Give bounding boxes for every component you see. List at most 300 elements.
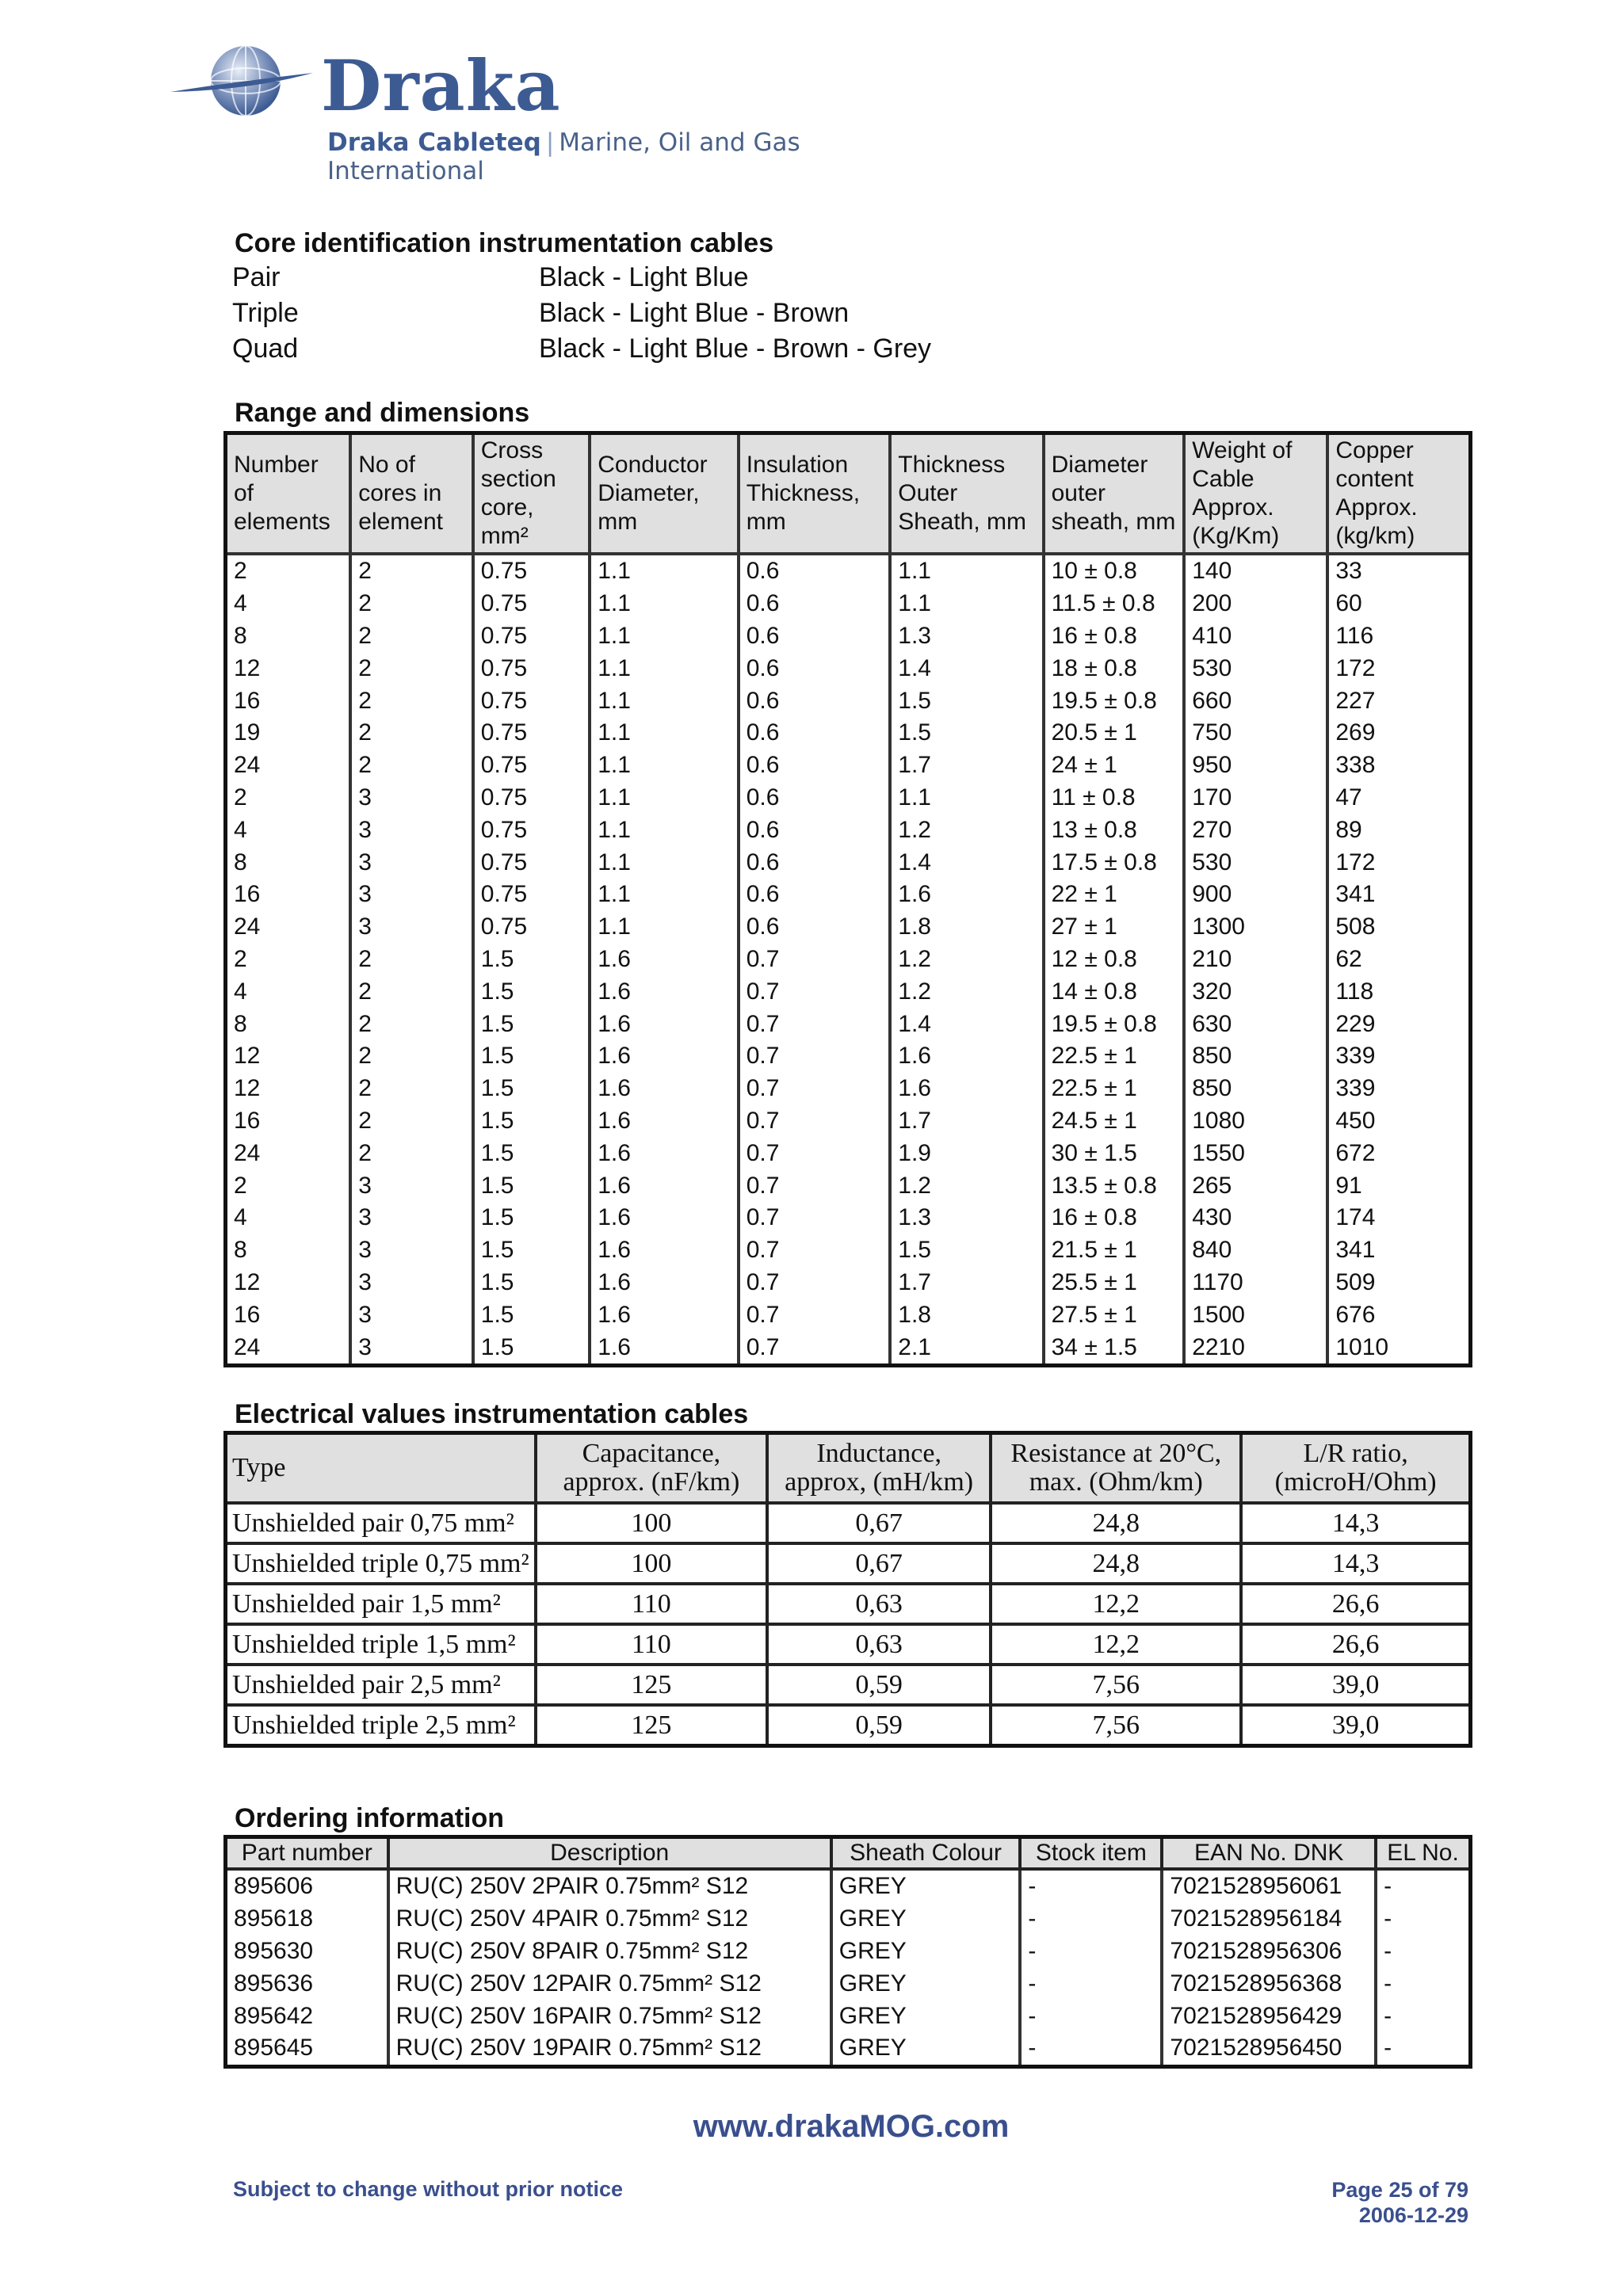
table-cell: 22.5 ± 1 — [1044, 1073, 1185, 1105]
table-cell: 0.75 — [473, 911, 590, 944]
table-cell: 3 — [350, 1234, 473, 1267]
table-cell: 410 — [1184, 620, 1327, 653]
table-cell: 116 — [1327, 620, 1470, 653]
table-cell: 0,67 — [767, 1503, 991, 1543]
table-cell: 118 — [1327, 975, 1470, 1008]
table-cell: 4 — [234, 590, 247, 617]
table-cell: 1080 — [1184, 1105, 1327, 1138]
table-cell: 1.4 — [890, 846, 1043, 879]
table-cell: 16 — [234, 881, 261, 908]
table-cell: 0.7 — [739, 1267, 891, 1299]
core-row — [232, 260, 1025, 296]
table-cell: 0.75 — [473, 588, 590, 620]
table-cell: 0.7 — [739, 1008, 891, 1040]
table-cell: 60 — [1327, 588, 1470, 620]
table-row — [226, 1903, 1471, 1936]
table-cell: - — [1020, 2032, 1162, 2066]
table-cell: 12 — [234, 1043, 261, 1070]
table-row — [226, 1299, 1471, 1331]
table-cell: 1.6 — [590, 1073, 739, 1105]
core-row — [232, 296, 1025, 331]
table-cell: 1.5 — [473, 1234, 590, 1267]
table-cell: 3 — [350, 911, 473, 944]
ordering-header-row — [226, 1837, 1471, 1870]
table-cell: 850 — [1184, 1073, 1327, 1105]
table-cell: 509 — [1327, 1267, 1470, 1299]
table-cell: 13 ± 0.8 — [1044, 814, 1185, 846]
column-header: Part number — [226, 1837, 388, 1870]
table-cell: 39,0 — [1241, 1665, 1470, 1705]
table-row — [226, 2032, 1471, 2066]
table-cell: 24 ± 1 — [1044, 749, 1185, 782]
table-cell: 125 — [536, 1705, 767, 1746]
table-cell: 2 — [350, 652, 473, 685]
table-cell: 1.6 — [590, 1234, 739, 1267]
table-cell: Unshielded triple 1,5 mm² — [226, 1624, 536, 1665]
table-cell: 19 — [234, 719, 261, 746]
column-header: Description — [388, 1837, 831, 1870]
table-cell: 0.75 — [473, 685, 590, 717]
column-header: Sheath Colour — [831, 1837, 1021, 1870]
table-cell: 16 — [234, 1107, 261, 1134]
table-cell: 0.7 — [739, 1137, 891, 1169]
table-cell: 39,0 — [1241, 1705, 1470, 1746]
table-cell: - — [1020, 1869, 1162, 1903]
table-cell: 450 — [1327, 1105, 1470, 1138]
website-link[interactable]: www.drakaMOG.com — [693, 2109, 1010, 2144]
table-cell: 22.5 ± 1 — [1044, 1040, 1185, 1073]
table-cell: 24.5 ± 1 — [1044, 1105, 1185, 1138]
table-row — [226, 652, 1471, 685]
range-header-row — [226, 433, 1471, 555]
table-cell: 1.1 — [590, 554, 739, 588]
division-name: Marine, Oil and Gas International — [327, 128, 800, 185]
column-header: Capacitance, approx. (nF/km) — [536, 1433, 767, 1504]
table-cell: 24 — [234, 752, 261, 779]
core-colour-sequence: Black - Light Blue - Brown — [539, 298, 850, 328]
table-row — [226, 1169, 1471, 1202]
table-cell: 1.6 — [590, 1105, 739, 1138]
table-cell: 0.6 — [739, 620, 891, 653]
table-cell: 2 — [234, 784, 247, 810]
table-cell: 3 — [350, 814, 473, 846]
table-cell: 0.7 — [739, 1234, 891, 1267]
table-cell: GREY — [831, 1967, 1021, 2000]
table-cell: 172 — [1327, 652, 1470, 685]
table-cell: 1.1 — [890, 782, 1043, 814]
table-cell: 1.3 — [890, 1202, 1043, 1234]
table-cell: 840 — [1184, 1234, 1327, 1267]
table-row — [226, 749, 1471, 782]
table-cell: 33 — [1327, 554, 1470, 588]
table-cell: 1.5 — [473, 1040, 590, 1073]
table-cell: 0.7 — [739, 1073, 891, 1105]
table-cell: 0,63 — [767, 1624, 991, 1665]
table-cell: 1.1 — [590, 879, 739, 911]
table-cell: 0.75 — [473, 717, 590, 749]
ordering-table — [223, 1835, 1472, 2069]
footer-page-info — [1331, 2177, 1468, 2228]
table-cell: 3 — [350, 1169, 473, 1202]
table-cell: 0.6 — [739, 814, 891, 846]
table-cell: 2 — [234, 1172, 247, 1199]
table-cell: - — [1376, 2000, 1470, 2032]
table-cell: 508 — [1327, 911, 1470, 944]
table-cell: 1.1 — [590, 588, 739, 620]
column-header: No of cores in element — [350, 433, 473, 555]
ordering-title: Ordering information — [235, 1803, 504, 1833]
table-cell: 10 ± 0.8 — [1044, 554, 1185, 588]
table-cell: 0.6 — [739, 652, 891, 685]
table-cell: 0,59 — [767, 1705, 991, 1746]
table-cell: 110 — [536, 1584, 767, 1624]
table-row — [226, 1331, 1471, 1365]
table-cell: 2 — [350, 588, 473, 620]
column-header: Resistance at 20°C, max. (Ohm/km) — [991, 1433, 1241, 1504]
table-cell: 0.75 — [473, 782, 590, 814]
table-cell: 3 — [350, 1331, 473, 1365]
table-cell: 1.1 — [590, 846, 739, 879]
table-row — [226, 1202, 1471, 1234]
table-cell: 0.6 — [739, 554, 891, 588]
table-cell: 2 — [350, 1040, 473, 1073]
core-row — [232, 331, 1025, 367]
column-header: EAN No. DNK — [1162, 1837, 1376, 1870]
table-cell: 0,63 — [767, 1584, 991, 1624]
table-cell: - — [1020, 1936, 1162, 1968]
table-cell: 672 — [1327, 1137, 1470, 1169]
table-cell: 1.6 — [590, 1008, 739, 1040]
table-cell: 530 — [1184, 652, 1327, 685]
table-cell: 3 — [350, 879, 473, 911]
table-cell: 2 — [350, 1008, 473, 1040]
table-row — [226, 1543, 1471, 1584]
column-header: Insulation Thickness, mm — [739, 433, 891, 555]
table-cell: 7021528956061 — [1162, 1869, 1376, 1903]
table-cell: 1.5 — [473, 1331, 590, 1365]
table-cell: Unshielded pair 0,75 mm² — [226, 1503, 536, 1543]
table-row — [226, 782, 1471, 814]
table-cell: 1.7 — [890, 1105, 1043, 1138]
table-cell: 1550 — [1184, 1137, 1327, 1169]
table-cell: 1.6 — [590, 1267, 739, 1299]
table-cell: 0.7 — [739, 1040, 891, 1073]
table-cell: 530 — [1184, 846, 1327, 879]
table-cell: 1500 — [1184, 1299, 1327, 1331]
table-cell: 0,59 — [767, 1665, 991, 1705]
table-cell: 227 — [1327, 685, 1470, 717]
table-row — [226, 620, 1471, 653]
company-logo — [170, 41, 931, 185]
column-header: Stock item — [1020, 1837, 1162, 1870]
table-cell: 0.6 — [739, 588, 891, 620]
table-cell: 89 — [1327, 814, 1470, 846]
table-row — [226, 879, 1471, 911]
table-cell: 1.9 — [890, 1137, 1043, 1169]
table-row — [226, 1705, 1471, 1746]
table-cell: 24,8 — [991, 1503, 1241, 1543]
range-dimensions-table — [223, 431, 1472, 1367]
table-cell: GREY — [831, 2032, 1021, 2066]
core-identification-list — [232, 260, 1025, 367]
table-cell: 1.5 — [473, 1202, 590, 1234]
table-cell: 1.4 — [890, 1008, 1043, 1040]
table-cell: 18 ± 0.8 — [1044, 652, 1185, 685]
table-cell: 1.1 — [590, 782, 739, 814]
table-cell: RU(C) 250V 16PAIR 0.75mm² S12 — [388, 2000, 831, 2032]
table-cell: 2.1 — [890, 1331, 1043, 1365]
table-cell: 1.5 — [473, 1267, 590, 1299]
table-row — [226, 1234, 1471, 1267]
table-cell: 0.7 — [739, 1299, 891, 1331]
table-cell: Unshielded pair 1,5 mm² — [226, 1584, 536, 1624]
table-cell: RU(C) 250V 19PAIR 0.75mm² S12 — [388, 2032, 831, 2066]
core-colour-sequence: Black - Light Blue - Brown - Grey — [539, 334, 932, 364]
table-cell: 16 ± 0.8 — [1044, 1202, 1185, 1234]
table-cell: 270 — [1184, 814, 1327, 846]
table-cell: 0.6 — [739, 879, 891, 911]
table-cell: 2 — [350, 944, 473, 976]
table-cell: 895618 — [234, 1905, 314, 1932]
core-colour-sequence: Black - Light Blue — [539, 262, 749, 292]
table-cell: 8 — [234, 849, 247, 875]
core-type-label: Quad — [232, 334, 299, 364]
table-cell: 2 — [350, 1137, 473, 1169]
table-row — [226, 1624, 1471, 1665]
table-cell: 24 — [234, 913, 261, 940]
table-cell: 13.5 ± 0.8 — [1044, 1169, 1185, 1202]
column-header: Copper content Approx. (kg/km) — [1327, 433, 1470, 555]
table-cell: - — [1020, 2000, 1162, 2032]
table-cell: 3 — [350, 1202, 473, 1234]
table-cell: 950 — [1184, 749, 1327, 782]
table-row — [226, 814, 1471, 846]
table-cell: 200 — [1184, 588, 1327, 620]
table-cell: 12 — [234, 654, 261, 681]
table-cell: - — [1376, 1967, 1470, 2000]
table-cell: 2 — [350, 749, 473, 782]
table-cell: 1.4 — [890, 652, 1043, 685]
table-cell: 1.6 — [890, 1073, 1043, 1105]
table-cell: 174 — [1327, 1202, 1470, 1234]
table-cell: 0.6 — [739, 749, 891, 782]
table-row — [226, 1008, 1471, 1040]
table-cell: 341 — [1327, 879, 1470, 911]
table-row — [226, 975, 1471, 1008]
table-row — [226, 1137, 1471, 1169]
table-cell: 1.5 — [890, 1234, 1043, 1267]
table-cell: 7,56 — [991, 1705, 1241, 1746]
table-cell: 1.5 — [473, 1299, 590, 1331]
table-cell: 269 — [1327, 717, 1470, 749]
core-identification-title: Core identification instrumentation cables — [235, 228, 774, 258]
table-cell: 1.1 — [590, 749, 739, 782]
table-cell: 100 — [536, 1543, 767, 1584]
table-cell: RU(C) 250V 12PAIR 0.75mm² S12 — [388, 1967, 831, 2000]
table-cell: 0.6 — [739, 717, 891, 749]
table-cell: 12,2 — [991, 1624, 1241, 1665]
table-cell: - — [1020, 1967, 1162, 2000]
table-cell: 2 — [350, 685, 473, 717]
table-cell: RU(C) 250V 2PAIR 0.75mm² S12 — [388, 1869, 831, 1903]
table-cell: Unshielded triple 0,75 mm² — [226, 1543, 536, 1584]
table-cell: 12 — [234, 1268, 261, 1295]
company-name: Draka Cableteq — [327, 128, 541, 157]
column-header: Inductance, approx, (mH/km) — [767, 1433, 991, 1504]
page-number: Page 25 of 79 — [1331, 2178, 1468, 2202]
table-cell: 3 — [350, 1299, 473, 1331]
table-row — [226, 717, 1471, 749]
table-cell: 8 — [234, 1010, 247, 1037]
table-cell: 0.7 — [739, 1331, 891, 1365]
table-cell: 1.1 — [590, 620, 739, 653]
table-row — [226, 1936, 1471, 1968]
table-cell: 1.6 — [590, 944, 739, 976]
table-cell: 895630 — [234, 1937, 314, 1964]
table-cell: 0.6 — [739, 846, 891, 879]
range-title: Range and dimensions — [235, 398, 530, 428]
table-cell: 1.5 — [473, 1169, 590, 1202]
table-cell: 0.6 — [739, 685, 891, 717]
table-row — [226, 1503, 1471, 1543]
table-cell: 0.75 — [473, 620, 590, 653]
table-cell: 1.5 — [473, 1008, 590, 1040]
table-cell: 1.6 — [590, 1299, 739, 1331]
table-cell: 91 — [1327, 1169, 1470, 1202]
table-cell: 630 — [1184, 1008, 1327, 1040]
table-cell: 341 — [1327, 1234, 1470, 1267]
table-cell: - — [1376, 1936, 1470, 1968]
globe-logo-icon — [170, 41, 321, 128]
table-cell: 1.6 — [890, 879, 1043, 911]
table-cell: 850 — [1184, 1040, 1327, 1073]
table-cell: 12 ± 0.8 — [1044, 944, 1185, 976]
table-cell: 2 — [234, 945, 247, 972]
table-cell: 170 — [1184, 782, 1327, 814]
table-cell: 900 — [1184, 879, 1327, 911]
column-header: Diameter outer sheath, mm — [1044, 433, 1185, 555]
table-cell: 34 ± 1.5 — [1044, 1331, 1185, 1365]
table-cell: 0.75 — [473, 814, 590, 846]
table-cell: 1.5 — [473, 1105, 590, 1138]
table-cell: 229 — [1327, 1008, 1470, 1040]
table-cell: 320 — [1184, 975, 1327, 1008]
table-row — [226, 2000, 1471, 2032]
table-cell: 1.1 — [590, 911, 739, 944]
table-cell: 2 — [234, 558, 247, 585]
table-cell: 62 — [1327, 944, 1470, 976]
table-row — [226, 1105, 1471, 1138]
table-cell: 1300 — [1184, 911, 1327, 944]
table-cell: 1.1 — [590, 652, 739, 685]
column-header: Conductor Diameter, mm — [590, 433, 739, 555]
table-cell: 8 — [234, 622, 247, 649]
table-cell: 1.8 — [890, 1299, 1043, 1331]
table-cell: 172 — [1327, 846, 1470, 879]
table-cell: 16 — [234, 687, 261, 714]
table-cell: 1.7 — [890, 749, 1043, 782]
table-cell: 0.75 — [473, 652, 590, 685]
table-cell: 1010 — [1327, 1331, 1470, 1365]
table-cell: 1.6 — [590, 1202, 739, 1234]
table-cell: 25.5 ± 1 — [1044, 1267, 1185, 1299]
table-cell: 1.1 — [590, 685, 739, 717]
table-cell: 895642 — [234, 2002, 314, 2029]
table-cell: GREY — [831, 2000, 1021, 2032]
table-cell: RU(C) 250V 4PAIR 0.75mm² S12 — [388, 1903, 831, 1936]
column-header: Type — [226, 1433, 536, 1504]
table-row — [226, 1040, 1471, 1073]
table-row — [226, 1267, 1471, 1299]
table-cell: 339 — [1327, 1073, 1470, 1105]
table-cell: 2 — [350, 554, 473, 588]
table-row — [226, 1869, 1471, 1903]
table-cell: 11.5 ± 0.8 — [1044, 588, 1185, 620]
table-cell: 8 — [234, 1237, 247, 1264]
table-cell: 14,3 — [1241, 1503, 1470, 1543]
table-cell: 3 — [350, 782, 473, 814]
table-cell: 1.5 — [473, 944, 590, 976]
table-cell: 1.6 — [590, 1169, 739, 1202]
table-cell: GREY — [831, 1903, 1021, 1936]
table-cell: 26,6 — [1241, 1584, 1470, 1624]
table-cell: 210 — [1184, 944, 1327, 976]
table-cell: 0.75 — [473, 846, 590, 879]
table-cell: 265 — [1184, 1169, 1327, 1202]
table-row — [226, 944, 1471, 976]
table-cell: 14 ± 0.8 — [1044, 975, 1185, 1008]
table-cell: 24 — [234, 1333, 261, 1360]
table-cell: 21.5 ± 1 — [1044, 1234, 1185, 1267]
table-cell: 1.3 — [890, 620, 1043, 653]
table-cell: GREY — [831, 1936, 1021, 1968]
table-cell: 2 — [350, 717, 473, 749]
table-row — [226, 554, 1471, 588]
table-cell: 2 — [350, 975, 473, 1008]
table-cell: 0.6 — [739, 911, 891, 944]
table-cell: 430 — [1184, 1202, 1327, 1234]
table-cell: 1.1 — [590, 814, 739, 846]
electrical-title: Electrical values instrumentation cables — [235, 1399, 749, 1429]
table-cell: 1.6 — [590, 1137, 739, 1169]
table-cell: RU(C) 250V 8PAIR 0.75mm² S12 — [388, 1936, 831, 1968]
table-cell: 1.2 — [890, 944, 1043, 976]
table-cell: 676 — [1327, 1299, 1470, 1331]
table-cell: 16 — [234, 1301, 261, 1328]
table-cell: 1.2 — [890, 814, 1043, 846]
column-header: EL No. — [1376, 1837, 1470, 1870]
table-cell: Unshielded triple 2,5 mm² — [226, 1705, 536, 1746]
table-cell: GREY — [831, 1869, 1021, 1903]
table-cell: 0.75 — [473, 879, 590, 911]
table-cell: 1.5 — [890, 717, 1043, 749]
table-row — [226, 588, 1471, 620]
table-cell: 2210 — [1184, 1331, 1327, 1365]
table-cell: 19.5 ± 0.8 — [1044, 685, 1185, 717]
table-cell: - — [1376, 1869, 1470, 1903]
table-cell: 1.6 — [590, 1331, 739, 1365]
table-cell: 4 — [234, 816, 247, 843]
table-cell: 750 — [1184, 717, 1327, 749]
table-cell: 0.75 — [473, 749, 590, 782]
table-row — [226, 1073, 1471, 1105]
table-cell: 19.5 ± 0.8 — [1044, 1008, 1185, 1040]
table-cell: 12,2 — [991, 1584, 1241, 1624]
table-cell: - — [1376, 1903, 1470, 1936]
table-cell: 895645 — [234, 2035, 314, 2061]
table-cell: Unshielded pair 2,5 mm² — [226, 1665, 536, 1705]
table-cell: 7021528956306 — [1162, 1936, 1376, 1968]
